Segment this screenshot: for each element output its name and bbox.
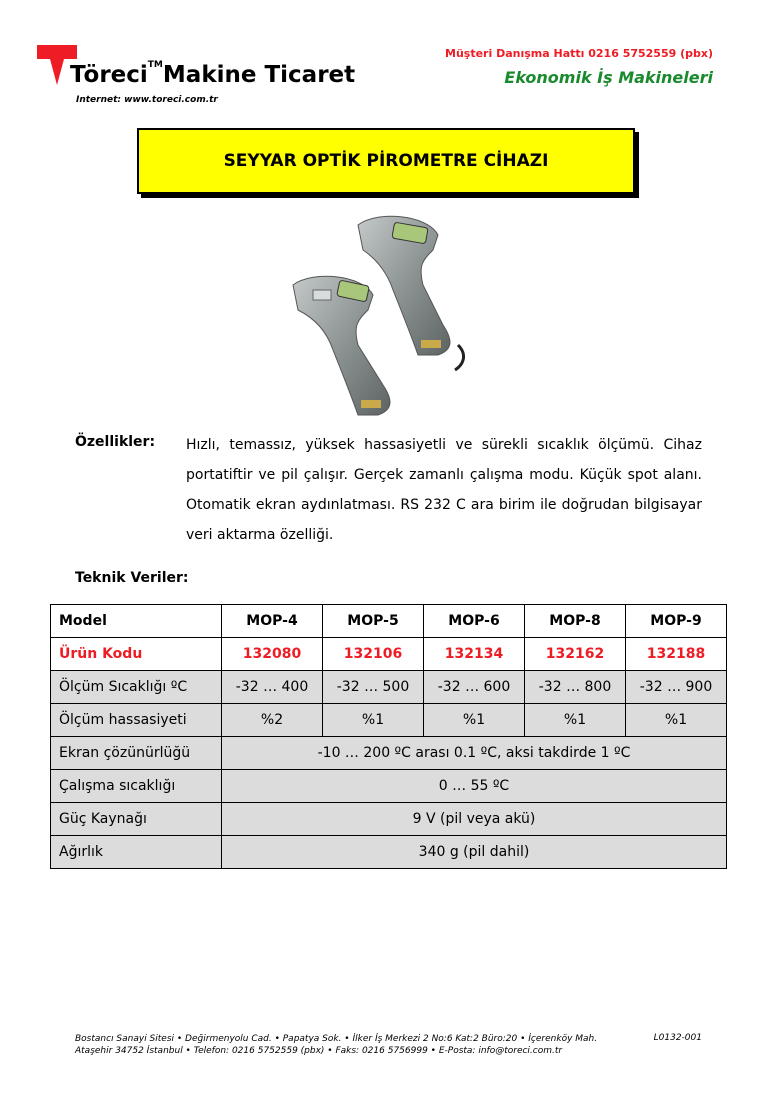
- weight-cell: 340 g (pil dahil): [222, 836, 727, 869]
- range-cell: -32 … 900: [626, 671, 727, 704]
- product-code-cell: 132106: [323, 638, 424, 671]
- resolution-cell: -10 … 200 ºC arası 0.1 ºC, aksi takdirde 1 ºC: [222, 737, 727, 770]
- row-label: Ürün Kodu: [51, 638, 222, 671]
- features-text: Hızlı, temassız, yüksek hassasiyetli ve sürekli sıcaklık ölçümü. Cihaz portatiftir ve pil çalışır. Gerçek zamanlı çalışma modu. Küçük spot alanı. Otomatik ekran aydınlatması. RS 232 C ara birim ile doğrudan bilgisayar veri aktarma özelliği.: [186, 437, 702, 543]
- model-cell: MOP-8: [525, 605, 626, 638]
- range-cell: -32 … 600: [424, 671, 525, 704]
- table-row: [51, 704, 727, 737]
- accuracy-cell: %1: [525, 704, 626, 737]
- footer-line: Ataşehir 34752 İstanbul • Telefon: 0216 5752559 (pbx) • Faks: 0216 5756999 • E-Posta: info@toreci.com.tr: [75, 1046, 563, 1056]
- row-label: Çalışma sıcaklığı: [51, 770, 222, 803]
- row-label: Güç Kaynağı: [51, 803, 222, 836]
- hotline-text: Müşteri Danışma Hattı 0216 5752559 (pbx): [445, 47, 713, 60]
- features-label: Özellikler:: [75, 434, 156, 450]
- range-cell: -32 … 500: [323, 671, 424, 704]
- row-label: Ölçüm hassasiyeti: [51, 704, 222, 737]
- technical-data-label: Teknik Veriler:: [75, 570, 189, 586]
- table-row: [51, 671, 727, 704]
- model-cell: MOP-5: [323, 605, 424, 638]
- footer-line: Bostancı Sanayi Sitesi • Değirmenyolu Cad. • Papatya Sok. • İlker İş Merkezi 2 No:6 Kat:2 Büro:20 • İçerenköy Mah.: [75, 1034, 598, 1044]
- row-label: Model: [51, 605, 222, 638]
- website-text: Internet: www.toreci.com.tr: [76, 95, 218, 105]
- company-name: Töreci™Makine Ticaret: [70, 60, 356, 88]
- pyrometer-image: [283, 205, 483, 425]
- product-code-cell: 132188: [626, 638, 727, 671]
- table-row: [51, 737, 727, 770]
- accuracy-cell: %2: [222, 704, 323, 737]
- product-code-cell: 132134: [424, 638, 525, 671]
- document-code: L0132-001: [653, 1033, 702, 1043]
- table-row: [51, 605, 727, 638]
- title-box: [137, 128, 635, 194]
- table-row: [51, 638, 727, 671]
- product-code-cell: 132080: [222, 638, 323, 671]
- table-row: [51, 770, 727, 803]
- row-label: Ağırlık: [51, 836, 222, 869]
- model-cell: MOP-6: [424, 605, 525, 638]
- accuracy-cell: %1: [424, 704, 525, 737]
- row-label: Ekran çözünürlüğü: [51, 737, 222, 770]
- page-title: SEYYAR OPTİK PİROMETRE CİHAZI: [223, 151, 549, 171]
- slogan-text: Ekonomik İş Makineleri: [504, 68, 713, 87]
- power-cell: 9 V (pil veya akü): [222, 803, 727, 836]
- operating-temp-cell: 0 … 55 ºC: [222, 770, 727, 803]
- table-row: [51, 803, 727, 836]
- model-cell: MOP-4: [222, 605, 323, 638]
- spec-table: [50, 604, 727, 869]
- accuracy-cell: %1: [323, 704, 424, 737]
- product-code-cell: 132162: [525, 638, 626, 671]
- range-cell: -32 … 400: [222, 671, 323, 704]
- range-cell: -32 … 800: [525, 671, 626, 704]
- table-row: [51, 836, 727, 869]
- accuracy-cell: %1: [626, 704, 727, 737]
- row-label: Ölçüm Sıcaklığı ºC: [51, 671, 222, 704]
- model-cell: MOP-9: [626, 605, 727, 638]
- footer-address: [75, 1033, 597, 1057]
